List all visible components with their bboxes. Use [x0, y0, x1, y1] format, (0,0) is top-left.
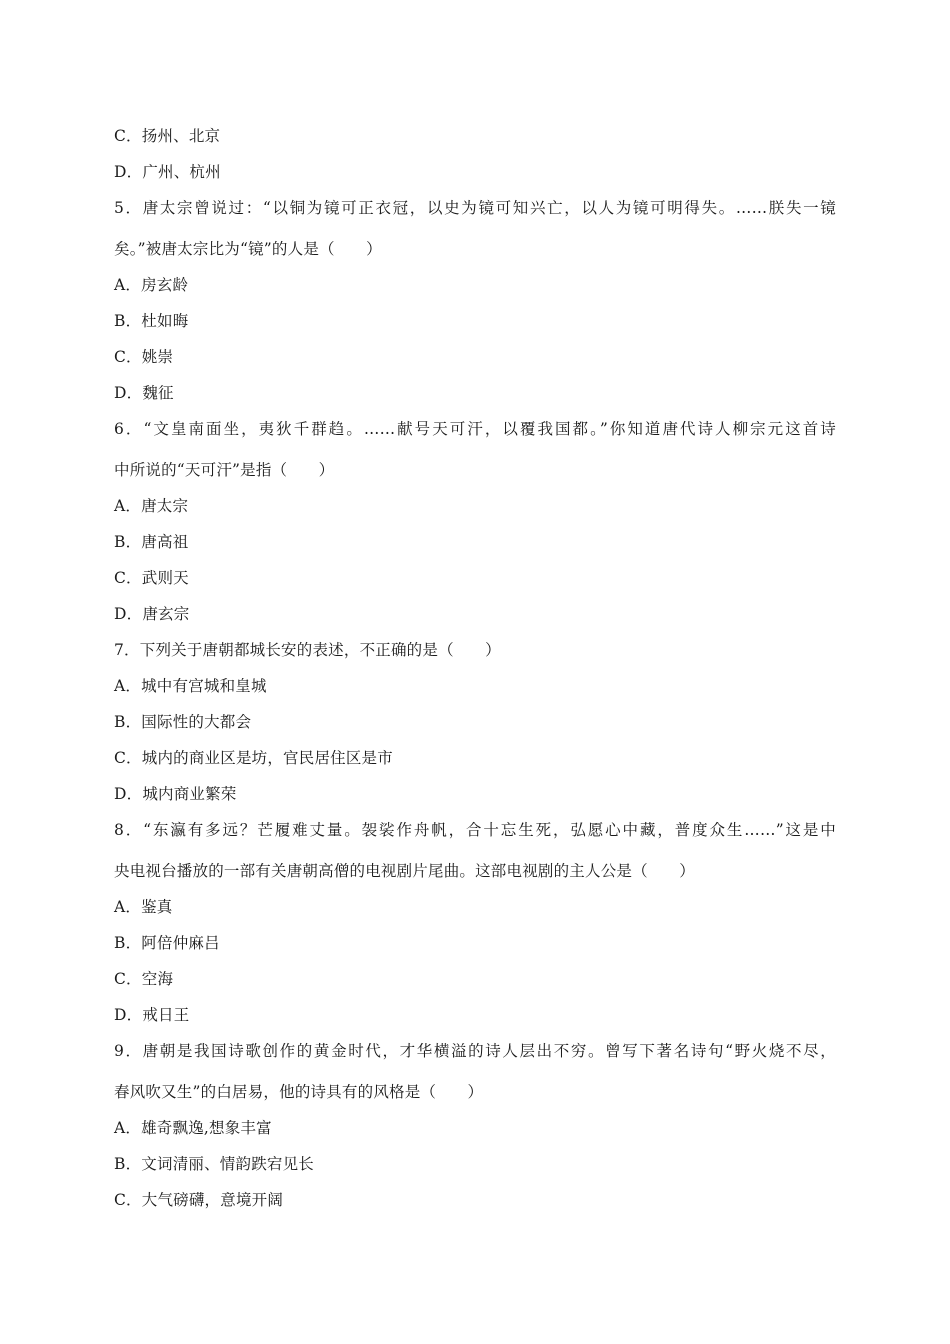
option-d-q7: D．城内商业繁荣 — [114, 785, 237, 803]
option-a-q6: A．唐太宗 — [114, 497, 189, 515]
option-b-q8: B．阿倍仲麻吕 — [114, 934, 220, 952]
question-7: 7．下列关于唐朝都城长安的表述，不正确的是（ ） — [114, 641, 501, 659]
question-5-line-1: 5．唐太宗曾说过：“以铜为镜可正衣冠，以史为镜可知兴亡，以人为镜可明得失。……朕失一镜 — [114, 199, 836, 217]
option-d-q5: D．魏征 — [114, 384, 174, 402]
option-c-q6: C．武则天 — [114, 569, 189, 587]
option-a-q8: A．鉴真 — [114, 898, 173, 916]
question-8-line-1: 8．“东瀛有多远？芒履难丈量。袈裟作舟帆，合十忘生死，弘愿心中藏，普度众生……”这是中 — [114, 821, 836, 839]
option-a-q5: A．房玄龄 — [114, 276, 189, 294]
option-b-q6: B．唐高祖 — [114, 533, 189, 551]
option-a-q9: A．雄奇飘逸,想象丰富 — [114, 1119, 272, 1137]
option-c-q9: C．大气磅礴，意境开阔 — [114, 1191, 284, 1209]
option-b-q5: B．杜如晦 — [114, 312, 189, 330]
option-c-q7: C．城内的商业区是坊，官民居住区是市 — [114, 749, 393, 767]
option-d-q8: D．戒日王 — [114, 1006, 190, 1024]
option-b-q9: B．文词清丽、情韵跌宕见长 — [114, 1155, 314, 1173]
option-a-q7: A．城中有宫城和皇城 — [114, 677, 267, 695]
question-6-line-2: 中所说的“天可汗”是指（ ） — [114, 461, 335, 479]
option-d-q4: D．广州、杭州 — [114, 163, 221, 181]
option-c-q4: C．扬州、北京 — [114, 127, 221, 145]
question-8-line-2: 央电视台播放的一部有关唐朝高僧的电视剧片尾曲。这部电视剧的主人公是（ ） — [114, 862, 695, 880]
question-5-line-2: 矣。”被唐太宗比为“镜”的人是（ ） — [114, 240, 382, 258]
option-d-q6: D．唐玄宗 — [114, 605, 190, 623]
option-c-q5: C．姚崇 — [114, 348, 174, 366]
option-c-q8: C．空海 — [114, 970, 174, 988]
question-9-line-2: 春风吹又生”的白居易，他的诗具有的风格是（ ） — [114, 1083, 484, 1101]
option-b-q7: B．国际性的大都会 — [114, 713, 252, 731]
question-9-line-1: 9．唐朝是我国诗歌创作的黄金时代，才华横溢的诗人层出不穷。曾写下著名诗句“野火烧不尽， — [114, 1042, 836, 1060]
question-6-line-1: 6．“文皇南面坐，夷狄千群趋。……献号天可汗，以覆我国都。”你知道唐代诗人柳宗元这首诗 — [114, 420, 836, 438]
